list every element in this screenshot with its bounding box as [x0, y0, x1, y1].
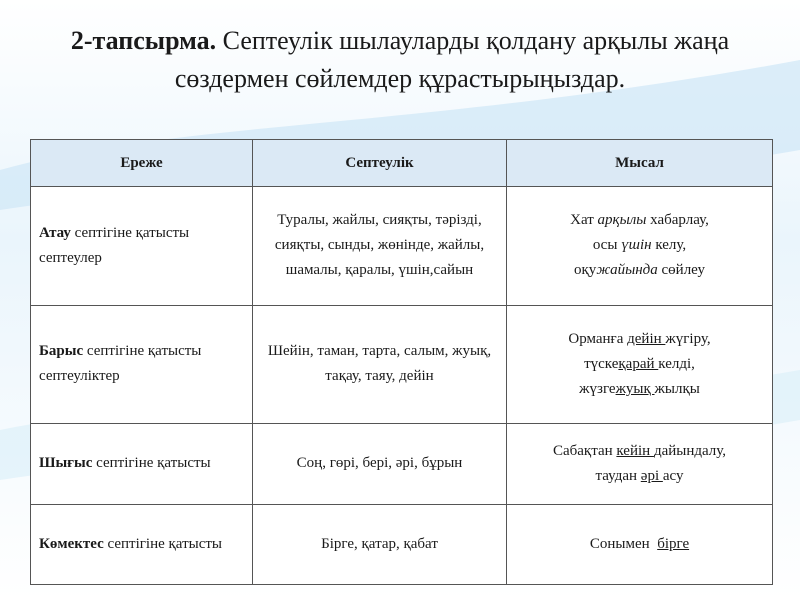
rule-cell: Шығыс септігіне қатысты	[31, 424, 253, 504]
table-header-row	[31, 140, 773, 187]
preposition-cell: Соң, гөрі, бері, әрі, бұрын	[253, 424, 507, 504]
table-row	[31, 424, 773, 504]
rule-cell: Көмектес септігіне қатысты	[31, 504, 253, 584]
rule-cell: Атау септігіне қатысты септеулер	[31, 187, 253, 306]
preposition-cell: Туралы, жайлы, сияқты, тәрізді, сияқты, сынды, жөнінде, жайлы, шамалы, қаралы, үшін,сайын	[253, 187, 507, 306]
rule-cell: Барыс септігіне қатысты септеуліктер	[31, 305, 253, 424]
table-row	[31, 187, 773, 306]
preposition-cell: Шейін, таман, тарта, салым, жуық, тақау, таяу, дейін	[253, 305, 507, 424]
header-example: Мысал	[507, 140, 773, 187]
example-cell: Орманға дейін жүгіру, түскеқарай келді, жүзгежуық жылқы	[507, 305, 773, 424]
header-preposition: Септеулік	[253, 140, 507, 187]
slide-title: 2-тапсырма. Септеулік шылауларды қолдану арқылы жаңа сөздермен сөйлемдер құрастырыңыздар.	[70, 26, 730, 93]
preposition-cell: Бірге, қатар, қабат	[253, 504, 507, 584]
table-row	[31, 305, 773, 424]
example-cell: Хат арқылы хабарлау, осы үшін келу, оқужайында сөйлеу	[507, 187, 773, 306]
example-cell: Сабақтан кейін дайындалу, таудан әрі асу	[507, 424, 773, 504]
prepositions-table	[30, 139, 773, 585]
table-row	[31, 504, 773, 584]
example-cell: Сонымен бірге	[507, 504, 773, 584]
header-rule: Ереже	[31, 140, 253, 187]
